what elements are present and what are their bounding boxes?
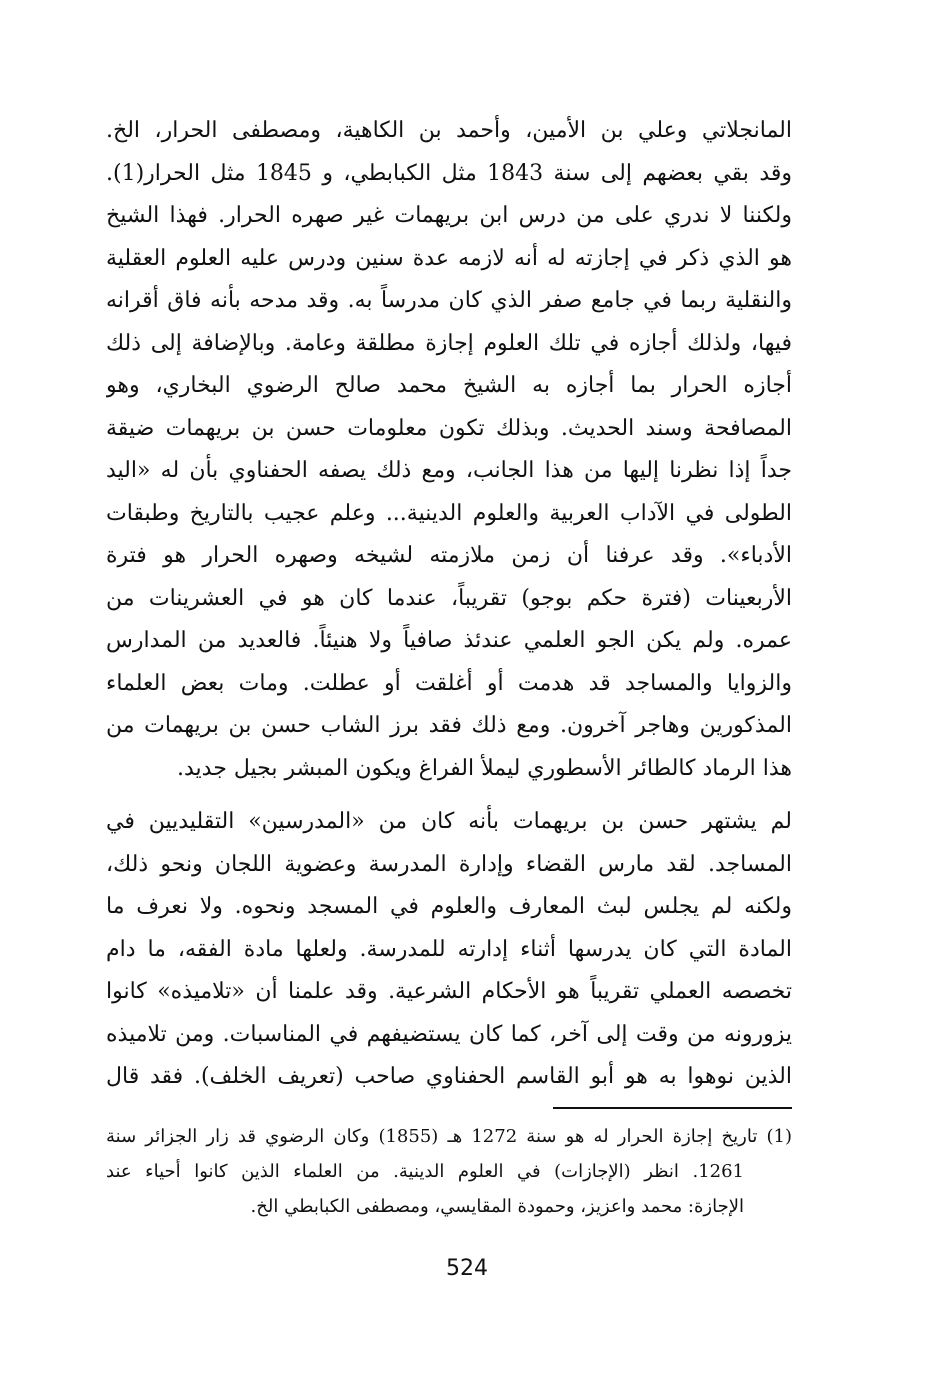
text-line: ولكننا لا ندري على من درس ابن بريهمات غير صهره الحرار. فهذا الشيخ	[106, 203, 792, 228]
text-line: الأدباء». وقد عرفنا أن زمن ملازمته لشيخه وصهره الحرار هو فترة	[106, 543, 792, 568]
text-line: والزوايا والمساجد قد هدمت أو أغلقت أو عطلت. ومات بعض العلماء	[106, 670, 792, 696]
text-line: أجازه الحرار بما أجازه به الشيخ محمد صالح الرضوي البخاري، وهو	[106, 373, 792, 398]
text-line: يزورونه من وقت إلى آخر، كما كان يستضيفهم في المناسبات. ومن تلاميذه	[106, 1021, 792, 1047]
text-line: عمره. ولم يكن الجو العلمي عندئذ صافياً ولا هنيئاً. فالعديد من المدارس	[106, 628, 792, 653]
text-line: المانجلاتي وعلي بن الأمين، وأحمد بن الكاهية، ومصطفى الحرار، الخ.	[106, 118, 792, 143]
text-line: والنقلية ربما في جامع صفر الذي كان مدرساً به. وقد مدحه بأنه فاق أقرانه	[106, 288, 792, 313]
text-line: الطولى في الآداب العربية والعلوم الدينية... وعلم عجيب بالتاريخ وطبقات	[106, 500, 792, 526]
footnote-line: (1) تاريخ إجازة الحرار له هو سنة 1272 هـ (1855) وكان الرضوي قد زار الجزائر سنة	[106, 1126, 792, 1147]
text-line: هو الذي ذكر في إجازته له أنه لازمه عدة سنين ودرس عليه العلوم العقلية	[106, 245, 792, 271]
text-line: هذا الرماد كالطائر الأسطوري ليملأ الفراغ ويكون المبشر بجيل جديد.	[177, 755, 792, 781]
text-line: الذين نوهوا به هو أبو القاسم الحفناوي صاحب (تعريف الخلف). فقد قال	[106, 1064, 792, 1089]
text-line: تخصصه العملي تقريباً هو الأحكام الشرعية. وقد علمنا أن «تلاميذه» كانوا	[106, 979, 792, 1004]
text-line: المصافحة وسند الحديث. وبذلك تكون معلومات حسن بن بريهمات ضيقة	[106, 415, 792, 441]
text-line: الأربعينات (فترة حكم بوجو) تقريباً، عندما كان هو في العشرينات من	[106, 585, 792, 611]
text-line: جداً إذا نظرنا إليها من هذا الجانب، ومع ذلك يصفه الحفناوي بأن له «اليد	[106, 458, 792, 483]
body-paragraph-2	[106, 801, 792, 1099]
text-line: المذكورين وهاجر آخرون. ومع ذلك فقد برز الشاب حسن بن بريهمات من	[106, 713, 792, 738]
text-line: المادة التي كان يدرسها أثناء إدارته للمدرسة. ولعلها مادة الفقه، ما دام	[106, 936, 792, 962]
text-line: المساجد. لقد مارس القضاء وإدارة المدرسة وعضوية اللجان ونحو ذلك،	[106, 851, 792, 877]
page-number: 524	[446, 1256, 488, 1281]
footnote	[106, 1119, 792, 1224]
footnote-line: 1261. انظر (الإجازات) في العلوم الدينية. من العلماء الذين كانوا أحياء عند	[106, 1161, 744, 1182]
text-line: ولكنه لم يجلس لبث المعارف والعلوم في المسجد ونحوه. ولا نعرف ما	[106, 894, 792, 919]
text-line: وقد بقي بعضهم إلى سنة 1843 مثل الكبابطي، و 1845 مثل الحرار(1).	[106, 160, 792, 186]
body-paragraph-1	[106, 110, 792, 790]
text-line: لم يشتهر حسن بن بريهمات بأنه كان من «المدرسين» التقليديين في	[106, 809, 792, 834]
footnote-separator	[553, 1107, 792, 1109]
footnote-line: الإجازة: محمد واعزيز، وحمودة المقايسي، ومصطفى الكبابطي الخ.	[250, 1196, 744, 1217]
text-line: فيها، ولذلك أجازه في تلك العلوم إجازة مطلقة وعامة. وبالإضافة إلى ذلك	[106, 330, 792, 356]
